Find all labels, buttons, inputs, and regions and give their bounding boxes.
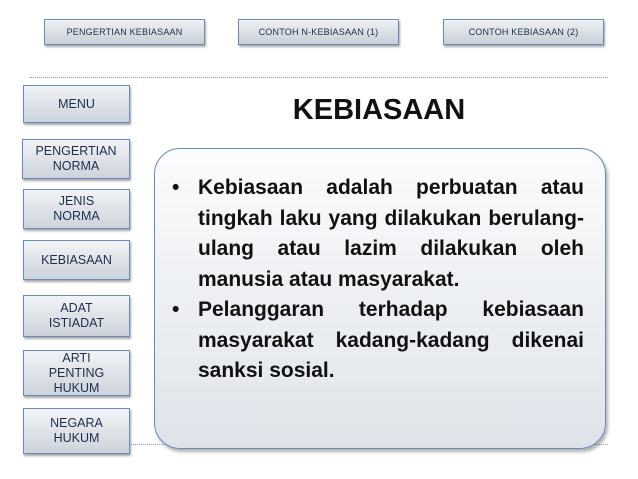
sidebar-item-negara-hukum[interactable]: NEGARA HUKUM [23, 408, 130, 454]
sidebar-item-kebiasaan[interactable]: KEBIASAAN [23, 240, 130, 280]
page-title: KEBIASAAN [292, 94, 466, 126]
bullet-kebiasaan-definition: • Kebiasaan adalah perbuatan atau tingkah laku yang dilakukan berulang-ulang atau lazim dilakukan oleh manusia atau masyarakat. [172, 173, 584, 295]
sidebar-item-pengertian-norma[interactable]: PENGERTIAN NORMA [22, 139, 130, 179]
top-divider [30, 77, 608, 78]
bullet-pelanggaran: • Pelanggaran terhadap kebiasaan masyarakat kadang-kadang dikenai sanksi sosial. [172, 295, 584, 387]
tab-contoh-n-kebiasaan-1[interactable]: CONTOH N-KEBIASAAN (1) [238, 19, 399, 45]
tab-pengertian-kebiasaan[interactable]: PENGERTIAN KEBIASAAN [44, 19, 205, 45]
tab-contoh-kebiasaan-2[interactable]: CONTOH KEBIASAAN (2) [443, 19, 604, 45]
sidebar-item-jenis-norma[interactable]: JENIS NORMA [23, 189, 130, 229]
sidebar-item-arti-penting-hukum[interactable]: ARTI PENTING HUKUM [23, 350, 130, 396]
sidebar-item-menu[interactable]: MENU [23, 85, 130, 123]
content-bullets [172, 173, 584, 387]
sidebar-item-adat-istiadat[interactable]: ADAT ISTIADAT [23, 295, 130, 337]
